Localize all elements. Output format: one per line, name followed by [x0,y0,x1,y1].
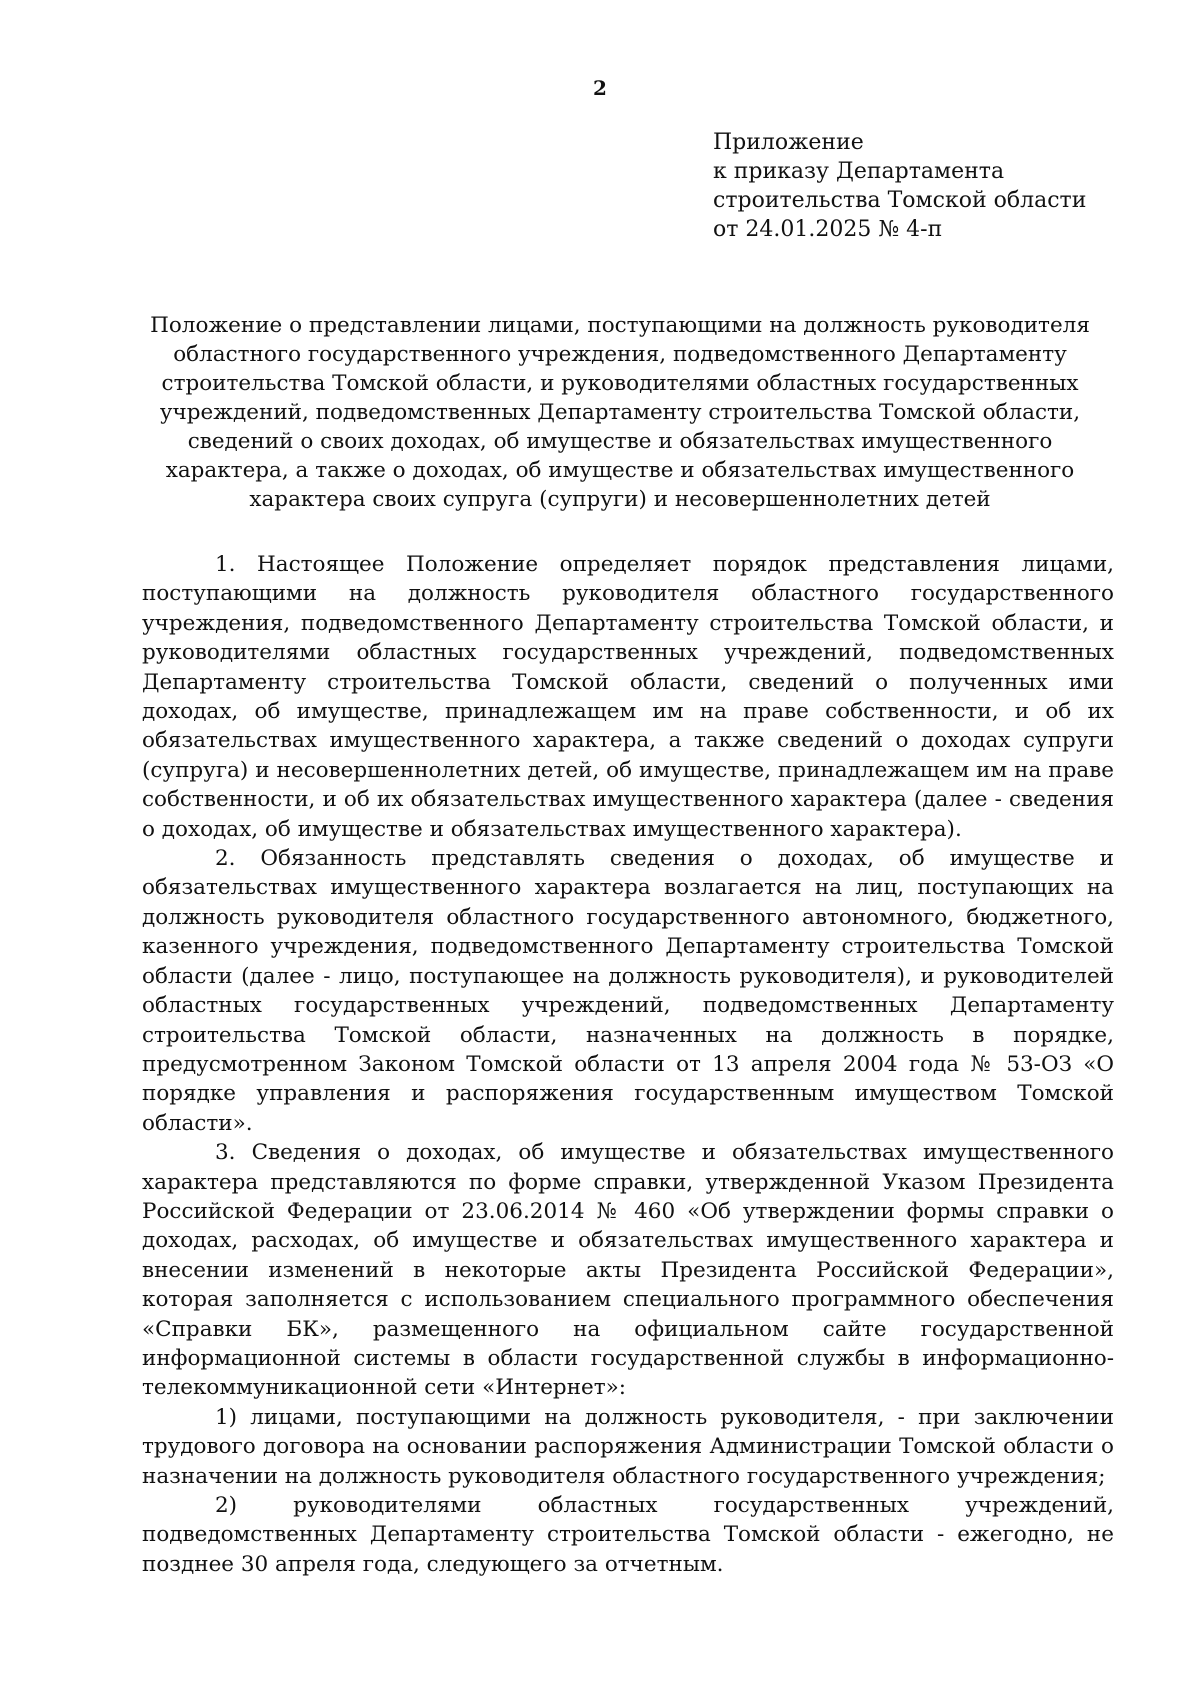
appendix-line: к приказу Департамента [713,159,1005,184]
paragraph-2: 2. Обязанность представлять сведения о доходах, об имуществе и обязательствах имущественного характера возлагается на лиц, поступающих на должность руководителя областного государственного автономного, бюджетного, казенного учреждения, подведомственного Департаменту строительства Томской области (далее - лицо, поступающее на должность руководителя), и руководителей областных государственных учреждений, подведомственных Департаменту строительства Томской области, назначенных на должность в порядке, предусмотренном Законом Томской области от 13 апреля 2004 года № 53-ОЗ «О порядке управления и распоряжения государственным имуществом Томской области». [142,846,1114,1136]
page-number: 2 [593,76,607,100]
appendix-header [713,128,1183,244]
document-title [140,311,1100,514]
title-line: строительства Томской области, и руководителями областных государственных [161,371,1079,396]
title-line: характера своих супруга (супруги) и несовершеннолетних детей [249,487,991,512]
paragraph-3-item-1: 1) лицами, поступающими на должность руководителя, - при заключении трудового договора на основании распоряжения Администрации Томской области о назначении на должность руководителя областного государственного учреждения; [142,1404,1114,1489]
appendix-line: строительства Томской области [713,188,1087,213]
paragraph-3: 3. Сведения о доходах, об имуществе и обязательствах имущественного характера представляются по форме справки, утвержденной Указом Президента Российской Федерации от 23.06.2014 № 460 «Об утверждении формы справки о доходах, расходах, об имуществе и обязательствах имущественного характера и внесении изменений в некоторые акты Президента Российской Федерации», которая заполняется с использованием специального программного обеспечения «Справки БК», размещенного на официальном сайте государственной информационной системы в области государственной службы в информационно-телекоммуникационной сети «Интернет»: [142,1140,1114,1401]
title-line: сведений о своих доходах, об имуществе и обязательствах имущественного [187,429,1053,454]
title-line: областного государственного учреждения, подведомственного Департаменту [173,342,1067,367]
appendix-date-number: от 24.01.2025 № 4-п [713,217,943,242]
title-line: характера, а также о доходах, об имуществе и обязательствах имущественного [165,458,1075,483]
paragraph-1: 1. Настоящее Положение определяет порядок представления лицами, поступающими на должность руководителя областного государственного учреждения, подведомственного Департаменту строительства Томской области, и руководителями областных государственных учреждений, подведомственных Департаменту строительства Томской области, сведений о полученных ими доходах, об имуществе, принадлежащем им на праве собственности, и об их обязательствах имущественного характера, а также сведений о доходах супруги (супруга) и несовершеннолетних детей, об имуществе, принадлежащем им на праве собственности, и об их обязательствах имущественного характера (далее - сведения о доходах, об имуществе и обязательствах имущественного характера). [142,552,1114,842]
appendix-line: Приложение [713,130,864,155]
title-line: Положение о представлении лицами, поступающими на должность руководителя [150,313,1090,338]
paragraph-3-item-2: 2) руководителями областных государственных учреждений, подведомственных Департаменту строительства Томской области - ежегодно, не позднее 30 апреля года, следующего за отчетным. [142,1493,1114,1577]
title-line: учреждений, подведомственных Департаменту строительства Томской области, [159,400,1081,425]
document-body [142,550,1114,1579]
